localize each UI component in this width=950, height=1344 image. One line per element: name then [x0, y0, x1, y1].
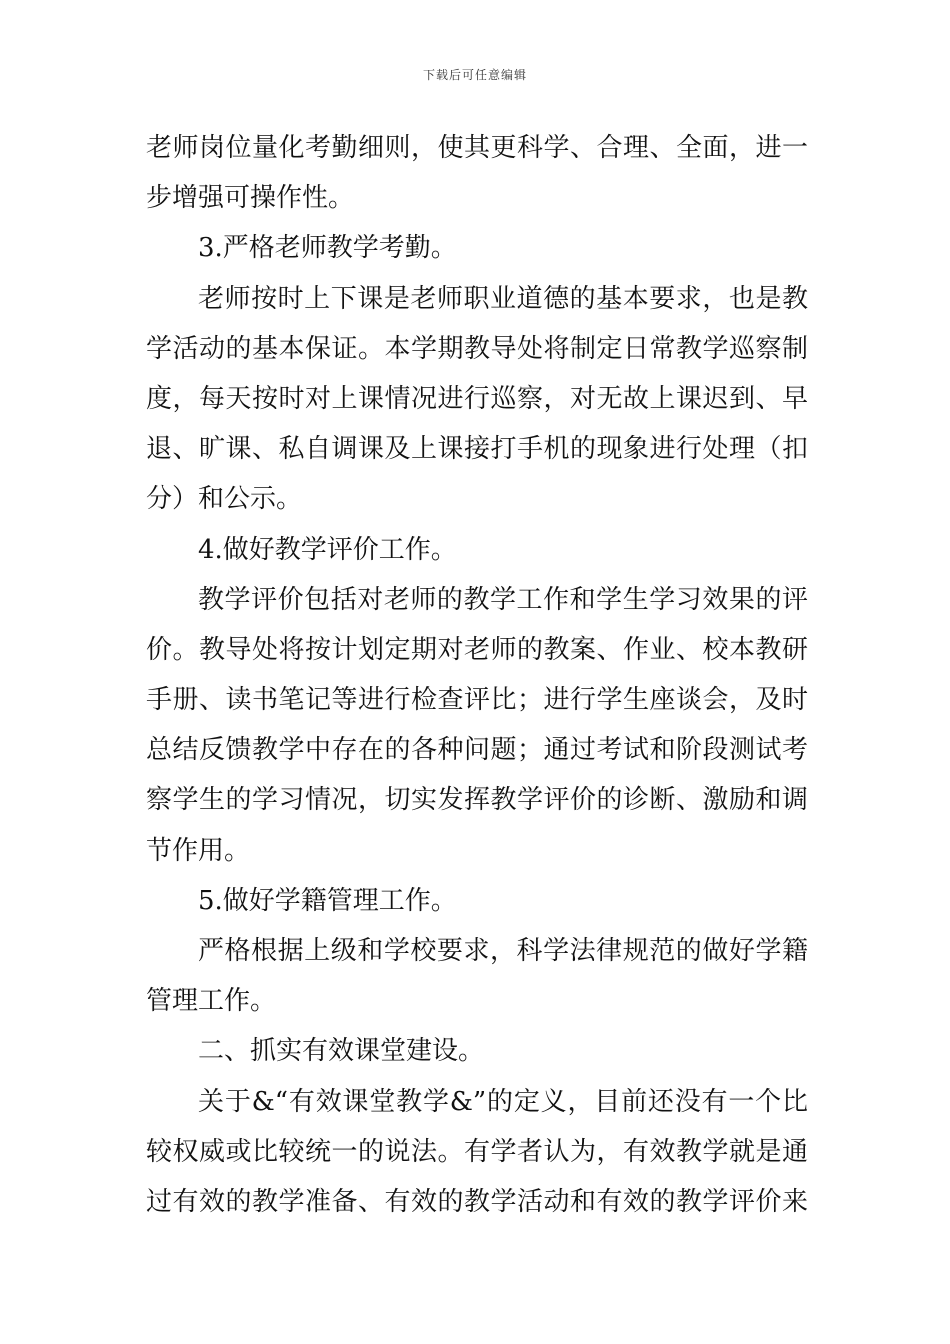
text-line: 4.做好教学评价工作。 [198, 534, 457, 565]
text-line: 价。教导处将按计划定期对老师的教案、作业、校本教研 [146, 634, 808, 665]
text-line: 教学评价包括对老师的教学工作和学生学习效果的评 [198, 584, 808, 615]
text-line: 节作用。 [146, 835, 251, 866]
text-line: 管理工作。 [146, 986, 277, 1017]
text-line: 严格根据上级和学校要求，科学法律规范的做好学籍 [198, 936, 808, 966]
text-line: 度，每天按时对上课情况进行巡察，对无故上课迟到、早 [146, 383, 808, 414]
text-line: 步增强可操作性。 [146, 183, 355, 214]
text-line: 察学生的学习情况，切实发挥教学评价的诊断、激励和调 [146, 785, 808, 816]
text-line: 二、抓实有效课堂建设。 [198, 1036, 485, 1067]
text-line: 退、旷课、私自调课及上课接打手机的现象进行处理（扣 [146, 434, 808, 465]
text-line: 老师岗位量化考勤细则，使其更科学、合理、全面，进一 [146, 133, 808, 163]
text-line: 总结反馈教学中存在的各种问题；通过考试和阶段测试考 [146, 735, 808, 766]
text-line: 关于&“有效课堂教学&”的定义，目前还没有一个比 [198, 1086, 808, 1117]
page-header-note: 下载后可任意编辑 [422, 68, 527, 82]
text-line: 手册、读书笔记等进行检查评比；进行学生座谈会，及时 [146, 685, 808, 716]
text-line: 较权威或比较统一的说法。有学者认为，有效教学就是通 [146, 1136, 808, 1167]
text-line: 5.做好学籍管理工作。 [198, 885, 457, 916]
text-line: 学活动的基本保证。本学期教导处将制定日常教学巡察制 [146, 333, 808, 364]
text-line: 分）和公示。 [146, 484, 303, 515]
text-line: 过有效的教学准备、有效的教学活动和有效的教学评价来 [146, 1186, 808, 1217]
document-body [146, 123, 808, 1227]
text-line: 3.严格老师教学考勤。 [198, 233, 457, 264]
text-line: 老师按时上下课是老师职业道德的基本要求，也是教 [198, 283, 808, 314]
